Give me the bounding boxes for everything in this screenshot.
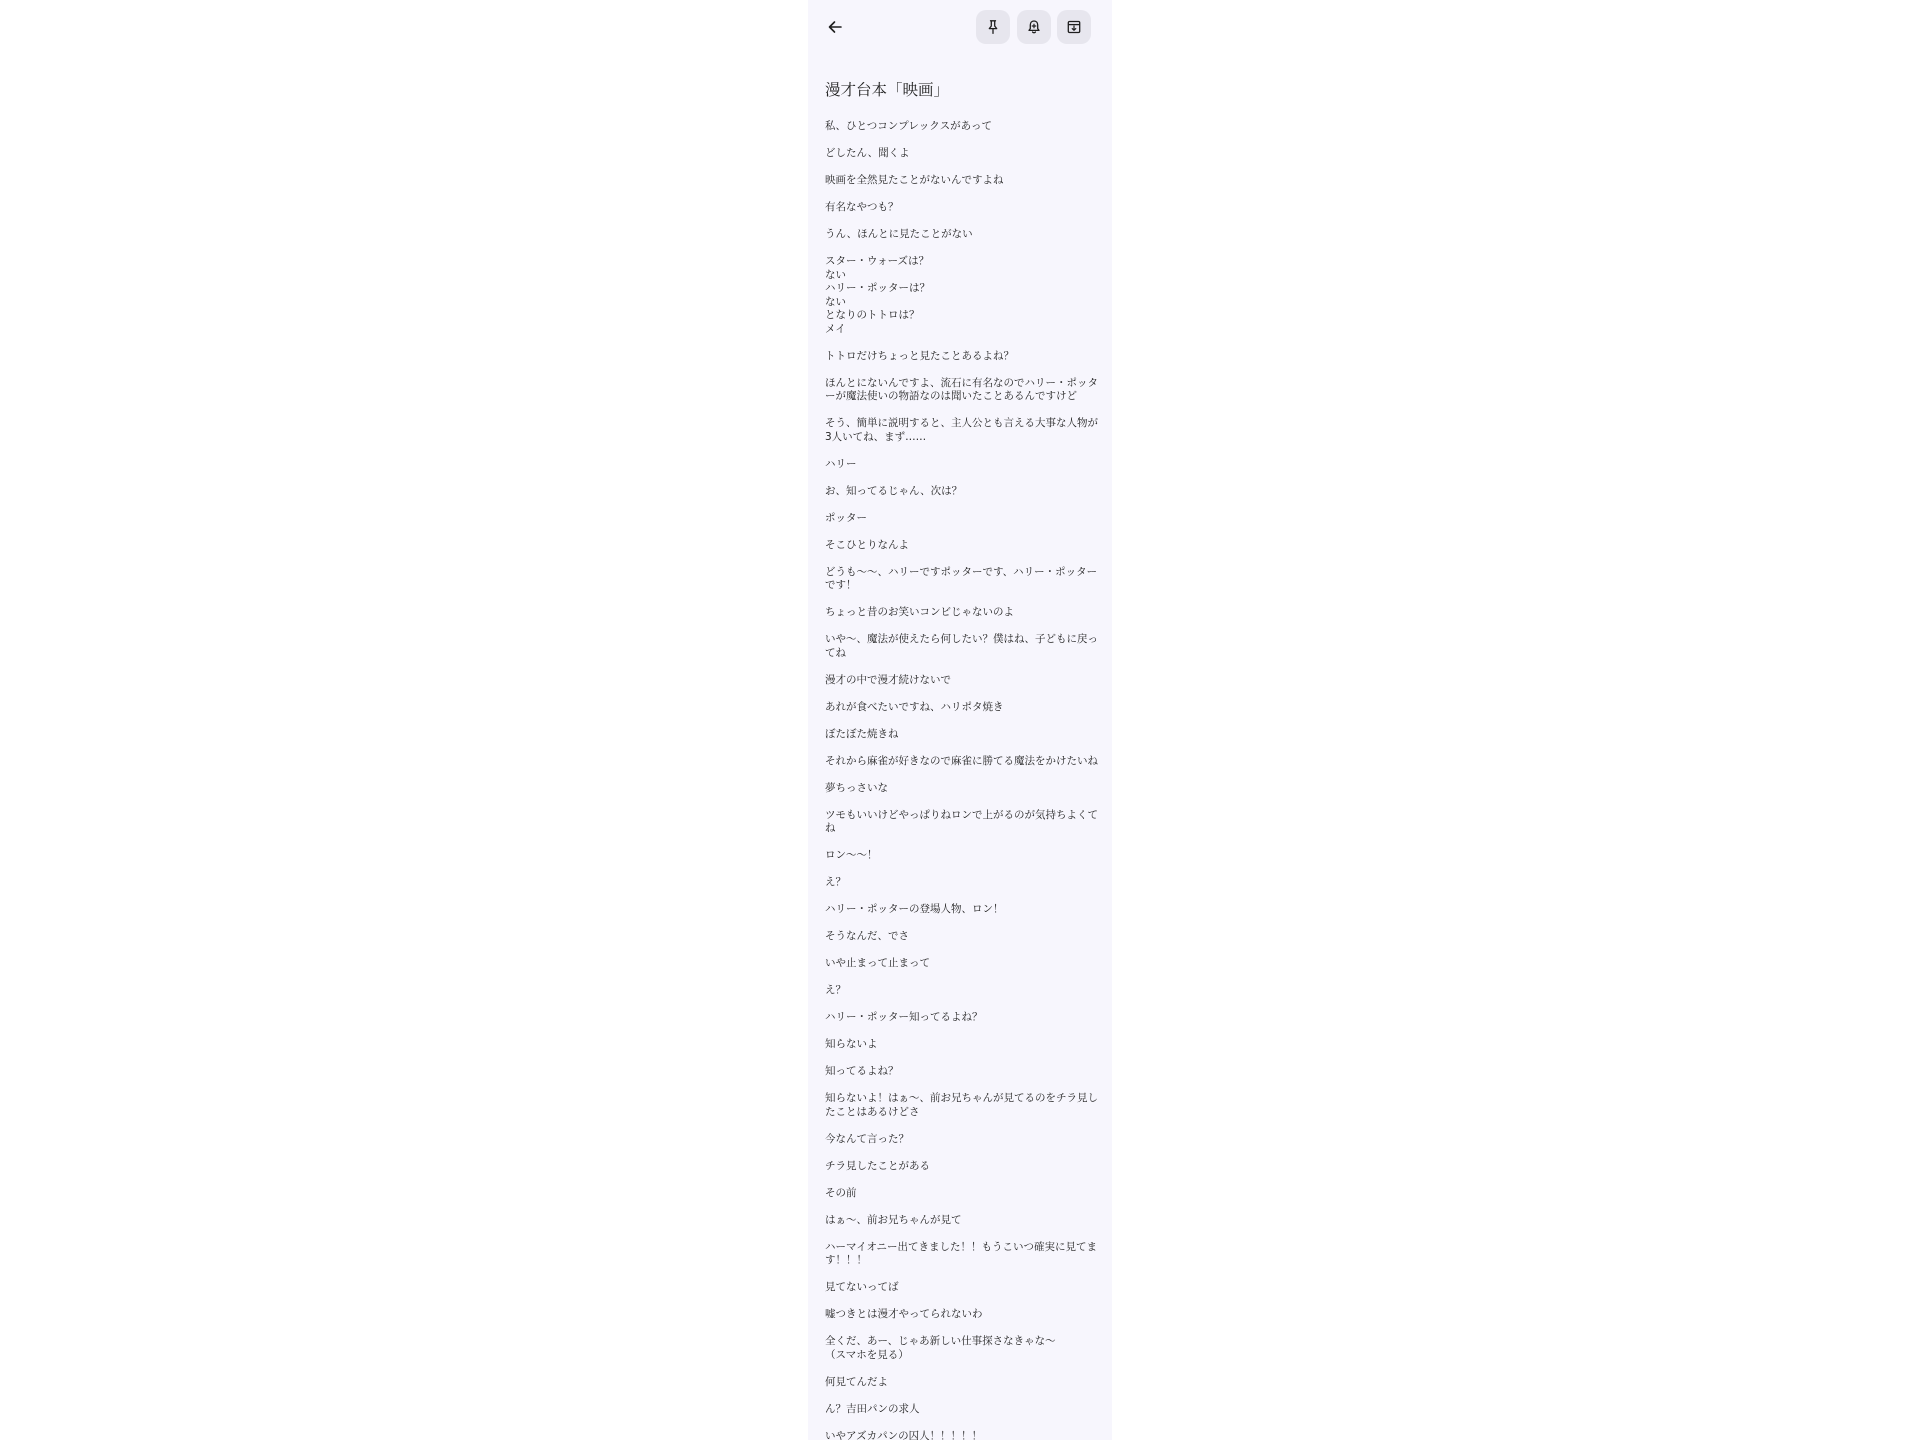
note-paragraph: 知らないよ	[825, 1038, 878, 1050]
note-paragraph: ほんとにないんですよ、流石に有名なのでハリー・ポッターが魔法使いの物語なのは聞いたことあるんですけど	[825, 376, 1098, 402]
note-paragraph: 今なんて言った？	[825, 1132, 909, 1145]
note-paragraph: 映画を全然見たことがないんですよね	[825, 174, 1004, 186]
note-paragraph: あれが食べたいですね、ハリポタ焼き	[825, 700, 1004, 713]
note-paragraph: 何見てんだよ	[825, 1375, 888, 1388]
note-paragraph: ツモもいいけどやっぱりねロンで上がるのが気持ちよくてね	[825, 808, 1098, 834]
note-paragraph: 漫才の中で漫才続けないで	[825, 673, 951, 686]
archive-icon	[1066, 19, 1082, 35]
note-editor-screen	[808, 0, 1112, 1440]
note-paragraph: どしたん、聞くよ	[825, 147, 910, 159]
note-paragraph: 夢ちっさいな	[825, 781, 888, 794]
back-button[interactable]	[818, 10, 852, 44]
arrow-left-icon	[827, 19, 843, 35]
note-title[interactable]: 漫才台本「映画」	[825, 81, 950, 99]
note-paragraph: ハリー・ポッター知ってるよね？	[825, 1011, 983, 1023]
note-paragraph: ぼたぼた焼きね	[825, 727, 899, 740]
pin-button[interactable]	[976, 10, 1010, 44]
pin-icon	[985, 19, 1001, 35]
note-paragraph: ん？吉田パンの求人	[825, 1402, 920, 1415]
note-paragraph: はぁ〜、前お兄ちゃんが見て	[825, 1213, 962, 1226]
note-paragraph: その前	[825, 1186, 857, 1199]
reminder-button[interactable]	[1017, 10, 1051, 44]
note-paragraph: それから麻雀が好きなので麻雀に勝てる魔法をかけたいね	[825, 754, 1098, 767]
note-paragraph: いや止まって止まって	[825, 957, 930, 969]
note-paragraph: そこひとりなんよ	[825, 538, 909, 551]
note-paragraph: 嘘つきとは漫才やってられないわ	[825, 1308, 983, 1320]
note-paragraph: え？	[825, 876, 846, 888]
note-paragraph: いや〜、魔法が使えたら何したい？僕はね、子どもに戻ってね	[825, 633, 1098, 659]
note-paragraph: トトロだけちょっと見たことあるよね？	[825, 349, 1014, 362]
note-paragraph: うん、ほんとに見たことがない	[825, 228, 973, 240]
bell-plus-icon	[1026, 19, 1042, 35]
note-paragraph: そうなんだ、でさ	[825, 930, 909, 942]
note-paragraph: 私、ひとつコンプレックスがあって	[825, 120, 993, 132]
note-paragraph: スター・ウォーズは？ ない ハリー・ポッターは？ ない となりのトトロは？ メイ	[825, 255, 930, 335]
note-paragraph: え？	[825, 984, 846, 996]
note-paragraph: いやアズカパンの囚人！！！！！	[825, 1429, 983, 1440]
note-paragraph: 全くだ、あー、じゃあ新しい仕事探さなきゃな〜 （スマホを見る）	[825, 1335, 1056, 1361]
note-paragraph: どうも〜〜、ハリーですポッターです、ハリー・ポッターです！	[825, 565, 1098, 591]
note-paragraph: 有名なやつも？	[825, 201, 899, 213]
note-paragraph: ロン〜〜！	[825, 849, 878, 861]
note-body[interactable]	[825, 120, 1103, 1440]
note-paragraph: ハーマイオニー出てきました！！もうこいつ確実に見てます！！！	[825, 1240, 1098, 1266]
note-paragraph: ちょっと昔のお笑いコンビじゃないのよ	[825, 606, 1014, 618]
note-paragraph: ハリー・ポッターの登場人物、ロン！	[825, 903, 1004, 915]
note-paragraph: そう、簡単に説明すると、主人公とも言える大事な人物が3人いてね、まず……	[825, 417, 1098, 443]
note-paragraph: 見てないってば	[825, 1281, 899, 1293]
note-paragraph: 知らないよ！はぁ〜、前お兄ちゃんが見てるのをチラ見したことはあるけどさ	[825, 1092, 1098, 1118]
note-paragraph: チラ見したことがある	[825, 1159, 930, 1172]
note-toolbar	[808, 0, 1112, 54]
note-paragraph: ポッター	[825, 511, 867, 524]
archive-button[interactable]	[1057, 10, 1091, 44]
note-paragraph: お、知ってるじゃん、次は？	[825, 484, 963, 497]
note-paragraph: ハリー	[825, 457, 857, 470]
note-paragraph: 知ってるよね？	[825, 1065, 899, 1077]
